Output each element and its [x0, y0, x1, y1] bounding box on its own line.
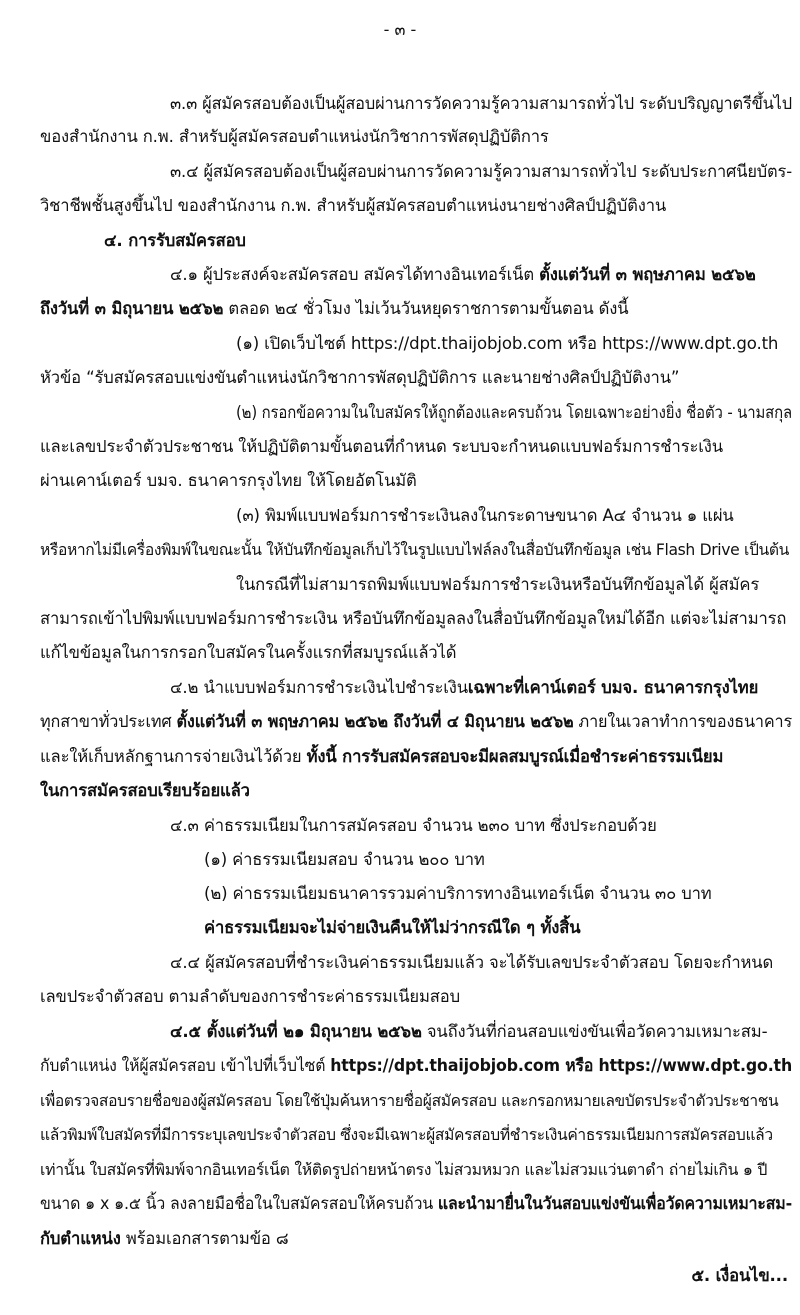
section-4-1-line-1-text: ๔.๑ ผู้ประสงค์จะสมัครสอบ สมัครได้ทางอินเทอร์เน็ต — [170, 265, 540, 284]
section-4-5-submit-note: และนำมายื่นในวันสอบแข่งขันเพื่อวัดความเหมาะสม- — [437, 1194, 793, 1213]
section-4-1-item-1-line-1: (๑) เปิดเว็บไซต์ https://dpt.thaijobjob.com หรือ https://www.dpt.go.th — [236, 334, 779, 353]
section-4-5-line-3: เพื่อตรวจสอบรายชื่อของผู้สมัครสอบ โดยใช้ปุ่มค้นหารายชื่อผู้สมัครสอบ และกรอกหมายเลขบัตรประจำตัวประชาชน — [40, 1092, 779, 1110]
section-4-1-note-line-3: แก้ไขข้อมูลในการกรอกใบสมัครในครั้งแรกที่สมบูรณ์แล้วได้ — [40, 643, 457, 662]
section-4-2-dates: ตั้งแต่วันที่ ๓ พฤษภาคม ๒๕๖๒ ถึงวันที่ ๔ มิถุนายน ๒๕๖๒ — [176, 712, 574, 731]
section-4-5-line-1-text: จนถึงวันที่ก่อนสอบแข่งขันเพื่อวัดความเหมาะสม- — [421, 1022, 768, 1041]
section-3-3-line-1: ๓.๓ ผู้สมัครสอบต้องเป็นผู้สอบผ่านการวัดความรู้ความสามารถทั่วไป ระดับปริญญาตรีขึ้นไป — [170, 94, 792, 113]
section-4-2-line-1-text: ๔.๒ นำแบบฟอร์มการชำระเงินไปชำระเงิน — [170, 678, 468, 697]
section-4-2-line-2-tail: ภายในเวลาทำการของธนาคาร — [573, 712, 793, 731]
section-3-4-line-1: ๓.๔ ผู้สมัครสอบต้องเป็นผู้สอบผ่านการวัดความรู้ความสามารถทั่วไป ระดับประกาศนียบัตร- — [170, 162, 792, 181]
section-4-5-line-5: เท่านั้น ใบสมัครที่พิมพ์จากอินเทอร์เน็ต ให้ติดรูปถ่ายหน้าตรง ไม่สวมหมวก และไม่สวมแว่นตาดำ ถ่ายไม่เกิน ๑ ปี — [40, 1160, 768, 1179]
section-4-1-item-1-line-2: หัวข้อ “รับสมัครสอบแข่งขันตำแหน่งนักวิชาการพัสดุปฏิบัติการ และนายช่างศิลป์ปฏิบัติงาน” — [40, 368, 680, 387]
section-4-1-item-2-line-3: ผ่านเคาน์เตอร์ บมจ. ธนาคารกรุงไทย ให้โดยอัตโนมัติ — [40, 471, 417, 490]
section-4-5-line-1 — [170, 1020, 767, 1044]
section-4-5-line-2 — [40, 1054, 792, 1078]
section-4-5-line-7-text: พร้อมเอกสารตามข้อ ๘ — [120, 1229, 289, 1248]
section-4-5-websites: https://dpt.thaijobjob.com หรือ https://www.dpt.go.th — [330, 1056, 793, 1075]
section-4-2-line-4: ในการสมัครสอบเรียบร้อยแล้ว — [40, 781, 250, 800]
section-4-5-start-date: ๔.๕ ตั้งแต่วันที่ ๒๑ มิถุนายน ๒๕๖๒ — [170, 1022, 422, 1041]
section-4-3-note: ค่าธรรมเนียมจะไม่จ่ายเงินคืนให้ไม่ว่ากรณีใด ๆ ทั้งสิ้น — [204, 918, 581, 937]
section-3-3-line-2: ของสำนักงาน ก.พ. สำหรับผู้สมัครสอบตำแหน่งนักวิชาการพัสดุปฏิบัติการ — [40, 127, 549, 146]
section-4-1-note-line-1: ในกรณีที่ไม่สามารถพิมพ์แบบฟอร์มการชำระเงินหรือบันทึกข้อมูลได้ ผู้สมัคร — [236, 575, 760, 594]
section-4-4-line-2: เลขประจำตัวสอบ ตามลำดับของการชำระค่าธรรมเนียมสอบ — [40, 987, 460, 1006]
section-4-5-line-4: แล้วพิมพ์ใบสมัครที่มีการระบุเลขประจำตัวสอบ ซึ่งจะมีเฉพาะผู้สมัครสอบที่ชำระเงินค่าธรรมเนียมการสมัครสอบแล้ว — [40, 1126, 773, 1144]
section-4-heading: ๔. การรับสมัครสอบ — [104, 231, 246, 250]
section-4-5-line-6-text: ขนาด ๑ x ๑.๕ นิ้ว ลงลายมือชื่อในใบสมัครสอบให้ครบถ้วน — [40, 1194, 438, 1213]
section-4-5-position: กับตำแหน่ง — [40, 1229, 121, 1248]
section-4-1-item-2-line-2: และเลขประจำตัวประชาชน ให้ปฏิบัติตามขั้นตอนที่กำหนด ระบบจะกำหนดแบบฟอร์มการชำระเงิน — [40, 437, 723, 456]
section-4-1-item-2-line-1: (๒) กรอกข้อความในใบสมัครให้ถูกต้องและครบถ้วน โดยเฉพาะอย่างยิ่ง ชื่อตัว - นามสกุล — [236, 403, 793, 422]
section-4-1-item-3-line-2: หรือหากไม่มีเครื่องพิมพ์ในขณะนั้น ให้บันทึกข้อมูลเก็บไว้ในรูปแบบไฟล์ลงในสื่อบันทึกข้อมูล เช่น Flash Drive เป็นต้น — [40, 541, 789, 559]
section-4-1-item-3-line-1: (๓) พิมพ์แบบฟอร์มการชำระเงินลงในกระดาษขนาด A๔ จำนวน ๑ แผ่น — [236, 506, 734, 525]
section-4-2-line-2 — [40, 710, 792, 734]
continuation-marker: ๕. เงื่อนไข... — [691, 1266, 788, 1285]
section-4-2-line-2-text: ทุกสาขาทั่วประเทศ — [40, 712, 177, 731]
page-number: - ๓ - — [383, 20, 417, 39]
section-4-1-end-date: ถึงวันที่ ๓ มิถุนายน ๒๕๖๒ — [40, 299, 224, 318]
section-4-5-line-2-text: กับตำแหน่ง ให้ผู้สมัครสอบ เข้าไปที่เว็บไซต์ — [40, 1056, 331, 1075]
section-4-1-note-line-2: สามารถเข้าไปพิมพ์แบบฟอร์มการชำระเงิน หรือบันทึกข้อมูลลงในสื่อบันทึกข้อมูลใหม่ได้อีก แต่จะไม่สามารถ — [40, 609, 787, 628]
section-3-4-line-2: วิชาชีพชั้นสูงขึ้นไป ของสำนักงาน ก.พ. สำหรับผู้สมัครสอบตำแหน่งนายช่างศิลป์ปฏิบัติงาน — [40, 196, 667, 215]
section-4-1-line-2-text: ตลอด ๒๔ ชั่วโมง ไม่เว้นวันหยุดราชการตามขั้นตอน ดังนี้ — [223, 299, 629, 318]
section-4-1-line-2 — [40, 297, 628, 321]
section-4-4-line-1: ๔.๔ ผู้สมัครสอบที่ชำระเงินค่าธรรมเนียมแล้ว จะได้รับเลขประจำตัวสอบ โดยจะกำหนด — [170, 953, 774, 972]
section-4-2-counter: เฉพาะที่เคาน์เตอร์ บมจ. ธนาคารกรุงไทย — [467, 678, 759, 697]
section-4-3-line-1: ๔.๓ ค่าธรรมเนียมในการสมัครสอบ จำนวน ๒๓๐ บาท ซึ่งประกอบด้วย — [170, 816, 657, 835]
section-4-2-line-1 — [170, 676, 758, 700]
section-4-2-line-3 — [40, 745, 723, 769]
section-4-3-item-1: (๑) ค่าธรรมเนียมสอบ จำนวน ๒๐๐ บาท — [204, 850, 485, 869]
section-4-5-line-6 — [40, 1192, 792, 1216]
section-4-5-line-7 — [40, 1227, 289, 1251]
section-4-2-line-3-text: และให้เก็บหลักฐานการจ่ายเงินไว้ด้วย — [40, 747, 307, 766]
section-4-1-line-1 — [170, 263, 756, 287]
section-4-2-condition: ทั้งนี้ การรับสมัครสอบจะมีผลสมบูรณ์เมื่อชำระค่าธรรมเนียม — [306, 747, 724, 766]
section-4-3-item-2: (๒) ค่าธรรมเนียมธนาคารรวมค่าบริการทางอินเทอร์เน็ต จำนวน ๓๐ บาท — [204, 884, 712, 903]
section-4-1-start-date: ตั้งแต่วันที่ ๓ พฤษภาคม ๒๕๖๒ — [539, 265, 756, 284]
